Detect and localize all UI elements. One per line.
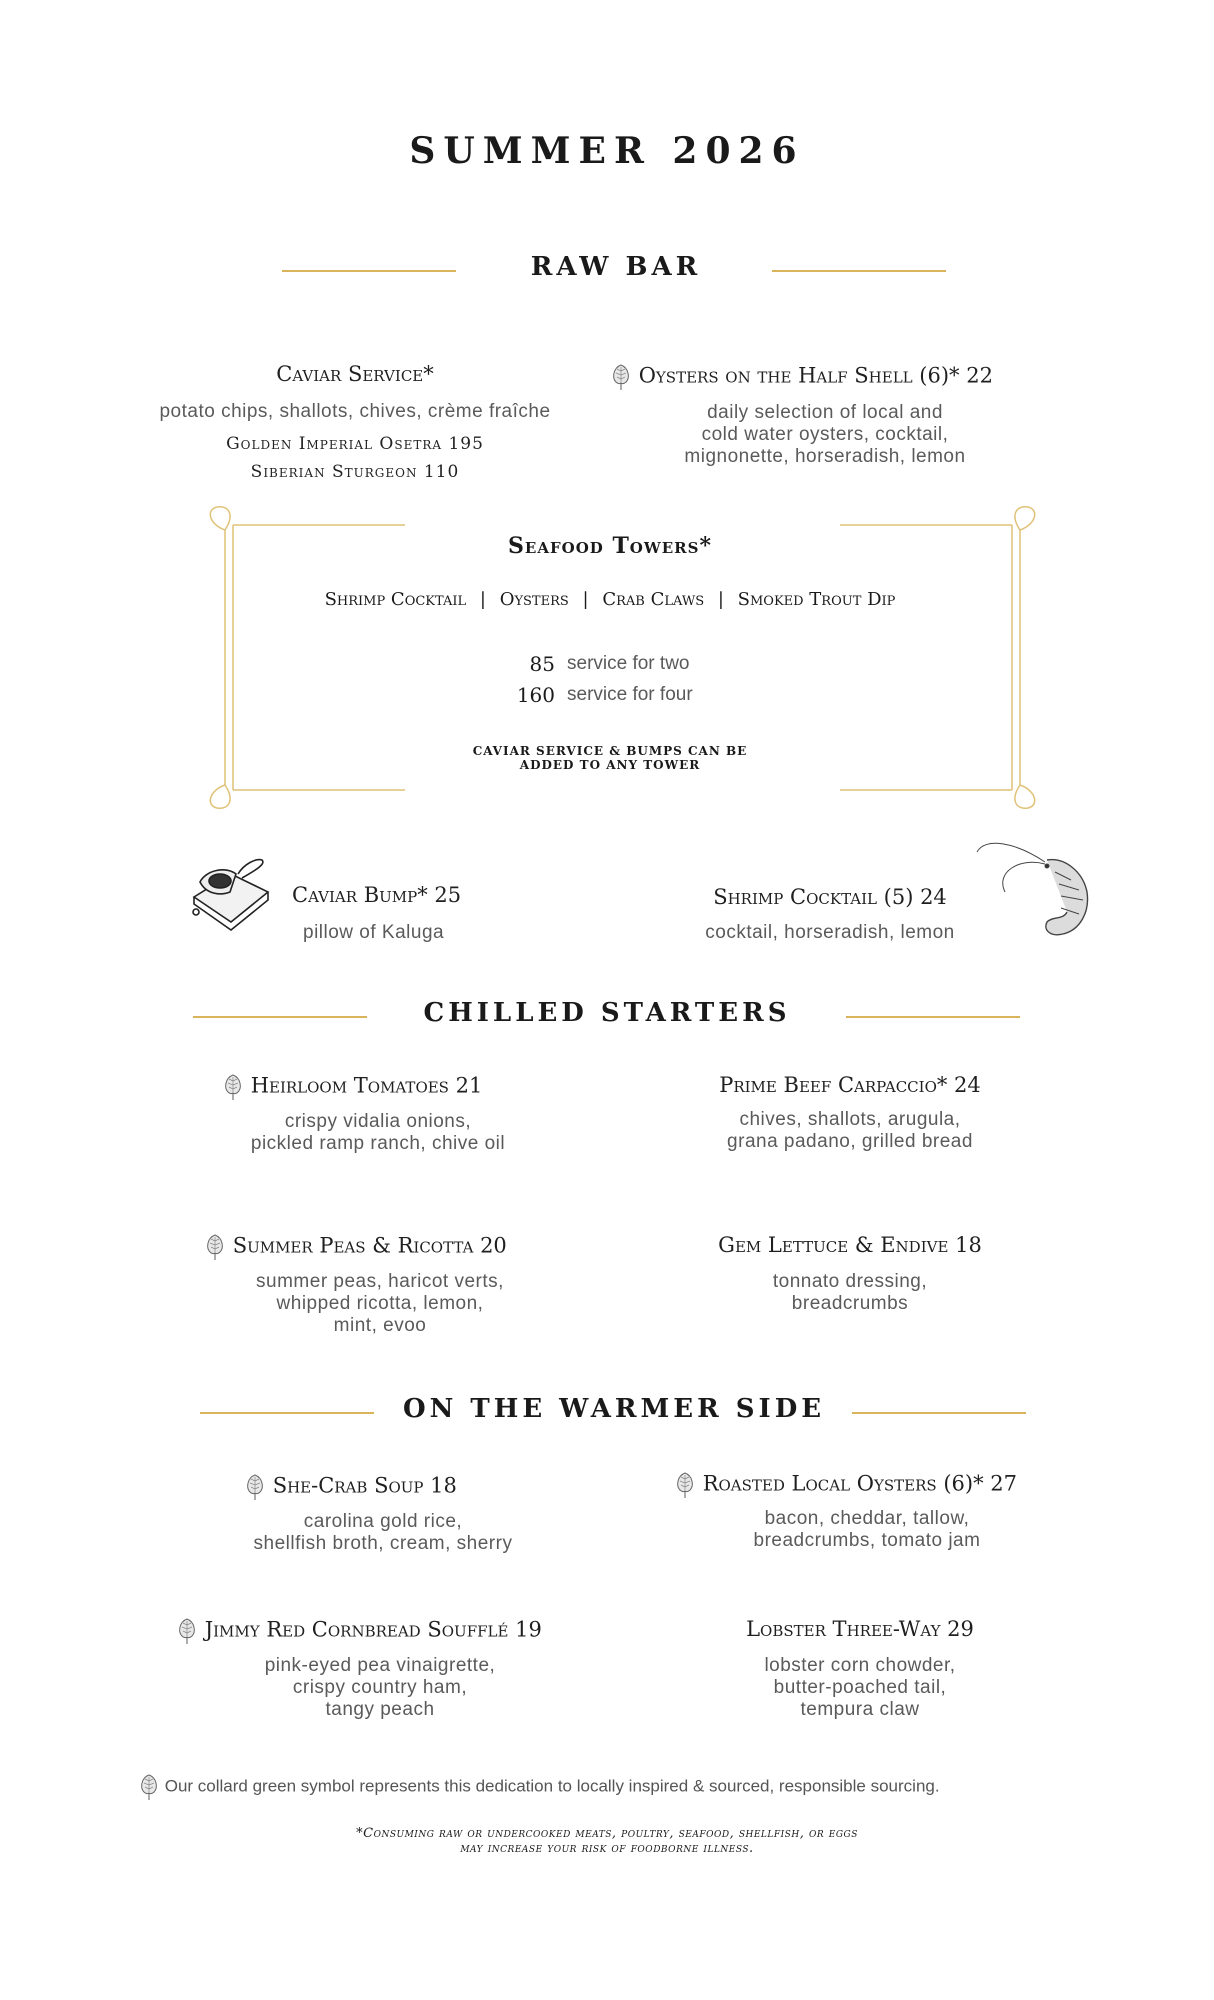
oysters-half-shell-name: Oysters on the Half Shell (6)* 22 — [610, 362, 1070, 392]
caviar-tin-icon — [186, 852, 276, 932]
desc-line: breadcrumbs — [791, 1293, 909, 1314]
desc-line: tempura claw — [800, 1699, 920, 1720]
desc-line: grana padano, grilled bread — [727, 1131, 973, 1152]
desc-line: butter-poached tail, — [773, 1677, 947, 1698]
tower-price: 85 — [529, 652, 555, 676]
tower-item: Crab Claws — [602, 589, 705, 610]
disclaimer-line: *Consuming raw or undercooked meats, poultry, seafood, shellfish, or eggs — [356, 1826, 858, 1841]
page-title: SUMMER 2026 — [409, 130, 805, 172]
menu-item-name: Jimmy Red Cornbread Soufflé 19 — [176, 1616, 596, 1646]
caviar-service-name: Caviar Service* — [276, 362, 434, 386]
collard-green-icon — [674, 1470, 696, 1500]
heading-rule-right — [772, 270, 946, 272]
menu-item-name: She-Crab Soup 18 — [244, 1472, 584, 1502]
desc-line: pickled ramp ranch, chive oil — [250, 1133, 506, 1154]
caviar-bump-name: Caviar Bump* 25 — [292, 883, 462, 907]
tower-price-label: service for two — [567, 653, 690, 674]
menu-item-desc — [690, 1655, 1030, 1721]
heading-rule-right — [852, 1412, 1026, 1414]
caviar-bump-desc: pillow of Kaluga — [303, 922, 445, 943]
desc-line: mignonette, horseradish, lemon — [684, 446, 966, 467]
desc-line: cold water oysters, cocktail, — [701, 424, 949, 445]
collard-green-icon — [176, 1616, 198, 1646]
heading-rule-left — [282, 270, 456, 272]
tower-item: Shrimp Cocktail — [324, 589, 467, 610]
menu-item-desc — [200, 1111, 556, 1155]
caviar-service-desc: potato chips, shallots, chives, crème fraîche — [159, 401, 551, 422]
collard-green-icon — [138, 1772, 160, 1802]
note-line: ADDED TO ANY TOWER — [519, 758, 701, 772]
menu-item-desc — [210, 1271, 550, 1337]
desc-line: chives, shallots, arugula, — [739, 1109, 961, 1130]
tower-item: Smoked Trout Dip — [737, 589, 896, 610]
symbol-note: Our collard green symbol represents this dedication to locally inspired & sourced, responsible sourcing. — [138, 1772, 1078, 1802]
menu-item-desc — [210, 1655, 550, 1721]
raw-bar-heading: RAW BAR — [530, 252, 702, 282]
menu-item-desc — [213, 1511, 553, 1555]
tower-item: Oysters — [499, 589, 569, 610]
shrimp-cocktail-desc: cocktail, horseradish, lemon — [705, 922, 955, 943]
oysters-half-shell-desc — [650, 402, 1000, 468]
menu-item-desc — [680, 1109, 1020, 1153]
shrimp-cocktail-name: Shrimp Cocktail (5) 24 — [713, 885, 947, 909]
desc-line: bacon, cheddar, tallow, — [764, 1508, 970, 1529]
chilled-starters-heading: CHILLED STARTERS — [423, 998, 791, 1028]
disclaimer — [257, 1826, 957, 1856]
desc-line: summer peas, haricot verts, — [256, 1271, 504, 1292]
menu-item-name: Roasted Local Oysters (6)* 27 — [674, 1470, 1074, 1500]
separator: | — [479, 589, 486, 610]
menu-item-name: Gem Lettuce & Endive 18 — [718, 1233, 982, 1257]
collard-green-icon — [222, 1072, 244, 1102]
desc-line: lobster corn chowder, — [764, 1655, 956, 1676]
desc-line: whipped ricotta, lemon, — [276, 1293, 484, 1314]
heading-rule-right — [846, 1016, 1020, 1018]
separator: | — [717, 589, 724, 610]
desc-line: pink-eyed pea vinaigrette, — [264, 1655, 496, 1676]
seafood-towers-name: Seafood Towers* — [508, 533, 712, 559]
note-line: CAVIAR SERVICE & BUMPS CAN BE — [472, 744, 748, 758]
warmer-side-heading: ON THE WARMER SIDE — [402, 1394, 826, 1424]
desc-line: shellfish broth, cream, sherry — [253, 1533, 513, 1554]
separator: | — [582, 589, 589, 610]
desc-line: tonnato dressing, — [772, 1271, 928, 1292]
menu-item-name: Heirloom Tomatoes 21 — [222, 1072, 582, 1102]
seafood-tower-items — [250, 589, 970, 610]
tower-note — [430, 744, 790, 772]
desc-line: crispy vidalia onions, — [284, 1111, 472, 1132]
menu-item-name: Prime Beef Carpaccio* 24 — [719, 1073, 981, 1097]
shrimp-icon — [975, 832, 1105, 942]
menu-item-name: Lobster Three-Way 29 — [746, 1617, 974, 1641]
collard-green-icon — [204, 1232, 226, 1262]
menu-item-desc — [680, 1271, 1020, 1315]
heading-rule-left — [200, 1412, 374, 1414]
desc-line: carolina gold rice, — [303, 1511, 463, 1532]
desc-line: tangy peach — [325, 1699, 435, 1720]
heading-rule-left — [193, 1016, 367, 1018]
collard-green-icon — [610, 362, 632, 392]
tower-price-label: service for four — [567, 684, 693, 705]
desc-line: breadcrumbs, tomato jam — [753, 1530, 981, 1551]
caviar-option: Golden Imperial Osetra 195 — [226, 434, 484, 454]
tower-price: 160 — [516, 683, 555, 707]
caviar-option: Siberian Sturgeon 110 — [250, 462, 460, 482]
desc-line: crispy country ham, — [292, 1677, 468, 1698]
menu-item-name: Summer Peas & Ricotta 20 — [204, 1232, 584, 1262]
desc-line: mint, evoo — [333, 1315, 427, 1336]
desc-line: daily selection of local and — [707, 402, 943, 423]
menu-item-desc — [697, 1508, 1037, 1552]
collard-green-icon — [244, 1472, 266, 1502]
disclaimer-line: may increase your risk of foodborne illness. — [460, 1841, 754, 1856]
